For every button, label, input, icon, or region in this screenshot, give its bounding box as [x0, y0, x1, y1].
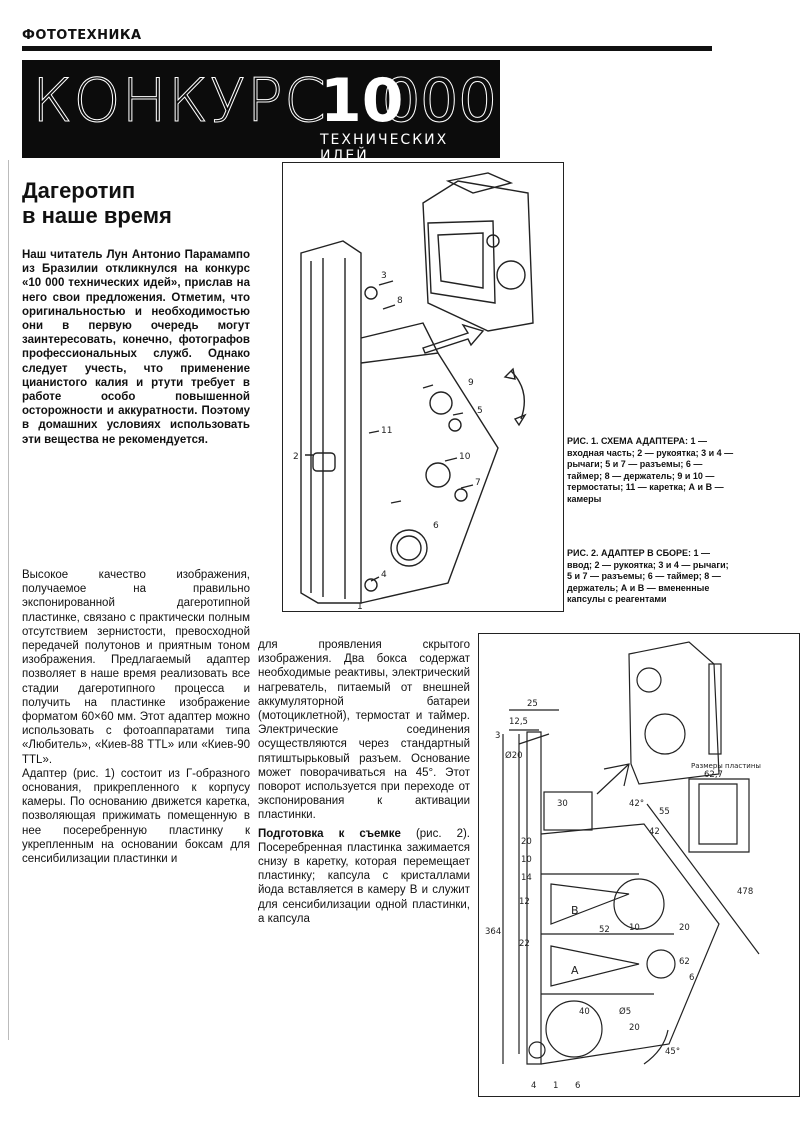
- page-edge: [8, 160, 9, 1040]
- caption-figure-2: РИС. 2. АДАПТЕР В СБОРЕ: 1 — ввод; 2 — рукоятка; 3 и 4 — рычаги; 5 и 7 — разъемы; 6 — таймер; 8 — держатель; А и В — вмененные капсулы с реагентами: [567, 548, 729, 604]
- fig2-dimension: 20: [521, 837, 532, 847]
- fig2-part-label: 4: [531, 1081, 537, 1091]
- fig1-label: 11: [381, 426, 393, 436]
- fig1-label: 4: [381, 570, 387, 580]
- fig2-dimension: 12: [519, 897, 530, 907]
- caption-figure-1: РИС. 1. СХЕМА АДАПТЕРА: 1 — входная часть; 2 — рукоятка; 3 и 4 — рычаги; 5 и 7 — разъемы; 6 — таймер; 8 — держатель; 9 и 10 — термостаты; 11 — каретка; А и В — камеры: [567, 436, 734, 504]
- fig2-dimension: 3: [495, 731, 501, 741]
- banner-number-tail: 000: [382, 66, 497, 136]
- fig1-label: 7: [475, 478, 481, 488]
- fig1-label: 8: [397, 296, 403, 306]
- figure-2-drawing: [479, 634, 799, 1096]
- fig2-dimension: 25: [527, 699, 538, 709]
- fig1-label: 1: [357, 602, 363, 611]
- fig2-part-label: 1: [553, 1081, 559, 1091]
- fig2-dimension: Ø5: [619, 1007, 632, 1017]
- body-text-1: Высокое качество изображения, получаемое на правильно экспонированной дагеротипной пластинке, связано с практически полным отсутствием зернистости, превосходной передачей полутонов и приятным тоном изображения. Предлагаемый адаптер позволяет в наше время реализовать все стадии дагеротипного процесса и получить на пластинке изображение форматом 60×60 мм. Этот адаптер можно использовать с фотоаппаратами типа «Любитель», «Киев-88 TTL» или «Киев-90 TTL». Адаптер (рис. 1) состоит из Г-образного основания, прикрепленного к корпусу камеры. По основанию движется каретка, позволяющая прижимать помещенную в нее посеребренную пластинку к укрепленным на основании боксам для сенсибилизации пластинки и: [22, 569, 250, 866]
- body-column-2: [258, 638, 470, 926]
- fig2-dimension: 62,7: [704, 770, 723, 780]
- header-rule: [22, 46, 712, 51]
- fig2-dimension: 45°: [665, 1047, 681, 1057]
- fig2-chamber-label: В: [571, 904, 579, 917]
- fig2-dimension: 20: [679, 923, 690, 933]
- fig2-dimension: 55: [659, 807, 670, 817]
- banner-number: 10: [320, 66, 404, 136]
- fig2-inset-label: Размеры пластины: [691, 762, 761, 770]
- article-intro: [22, 248, 250, 447]
- fig1-label: 6: [433, 521, 439, 531]
- fig2-dimension: 62: [679, 957, 690, 967]
- figure-1-drawing: [283, 163, 563, 611]
- fig2-dimension: Ø20: [505, 751, 523, 761]
- fig2-dimension: 14: [521, 873, 532, 883]
- fig2-dimension: 52: [599, 925, 610, 935]
- contest-banner: [22, 60, 500, 164]
- figure-1: [282, 162, 564, 612]
- fig2-part-label: 6: [575, 1081, 581, 1091]
- banner-subtitle: ТЕХНИЧЕСКИХ ИДЕЙ: [320, 132, 449, 164]
- subhead: Подготовка к съемке: [258, 827, 401, 840]
- intro-text: Наш читатель Лун Антонио Парамампо из Бразилии откликнулся на конкурс «10 000 технических идей», прислав на него свои предложения. Отметим, что оригинальностью и необходимостью они в первую очередь могут заинтересовать, конечно, фотографов профессиональных служб. Однако следует учесть, что применение цианистого калия и ртути требует в работе особо повышенной осторожности и аккуратности. Поэтому в домашних условиях использовать эти вещества не рекомендуется.: [22, 249, 250, 446]
- fig1-label: 3: [381, 271, 387, 281]
- fig2-dimension: 22: [519, 939, 530, 949]
- body-text-2: для проявления скрытого изображения. Два бокса содержат необходимые реактивы, электрический нагреватель, питаемый от внешней аккумуляторной батареи (мотоциклетной), термостат и таймер. Электрические соединения осуществляются через стандартный пятиштырьковый разъем. Основание может поворачиваться на 45°. Этот поворот используется при переходе от экспонирования к активации пластинки.: [258, 639, 470, 822]
- figure-2: [478, 633, 800, 1097]
- section-label: ФОТОТЕХНИКА: [22, 28, 142, 43]
- fig1-label: 10: [459, 452, 471, 462]
- fig2-dimension: 6: [689, 973, 695, 983]
- fig2-dimension: 42°: [629, 799, 645, 809]
- body-text-2b: (рис. 2). Посеребренная пластинка зажимается снизу в каретку, которая перемещает пластинку; капсула с кристаллами йода вставляется в камеру В и служит для сенсибилизации одной пластинки, а капсула: [258, 827, 471, 925]
- fig2-dimension: 40: [579, 1007, 590, 1017]
- fig2-dimension: 30: [557, 799, 568, 809]
- body-column-1: [22, 568, 250, 866]
- fig2-dimension: 364: [485, 927, 502, 937]
- fig1-label: 2: [293, 452, 299, 462]
- article-title: Дагеротип в наше время: [22, 178, 172, 228]
- fig2-chamber-label: А: [571, 964, 579, 977]
- fig2-dimension: 42: [649, 827, 660, 837]
- fig2-dimension: 20: [629, 1023, 640, 1033]
- fig2-dimension: 10: [629, 923, 640, 933]
- fig2-dimension: 478: [737, 887, 754, 897]
- fig2-dimension: 10: [521, 855, 532, 865]
- fig2-dimension: 12,5: [509, 717, 528, 727]
- fig1-label: 9: [468, 378, 474, 388]
- banner-word: КОНКУРС: [32, 66, 327, 136]
- fig1-label: 5: [477, 406, 483, 416]
